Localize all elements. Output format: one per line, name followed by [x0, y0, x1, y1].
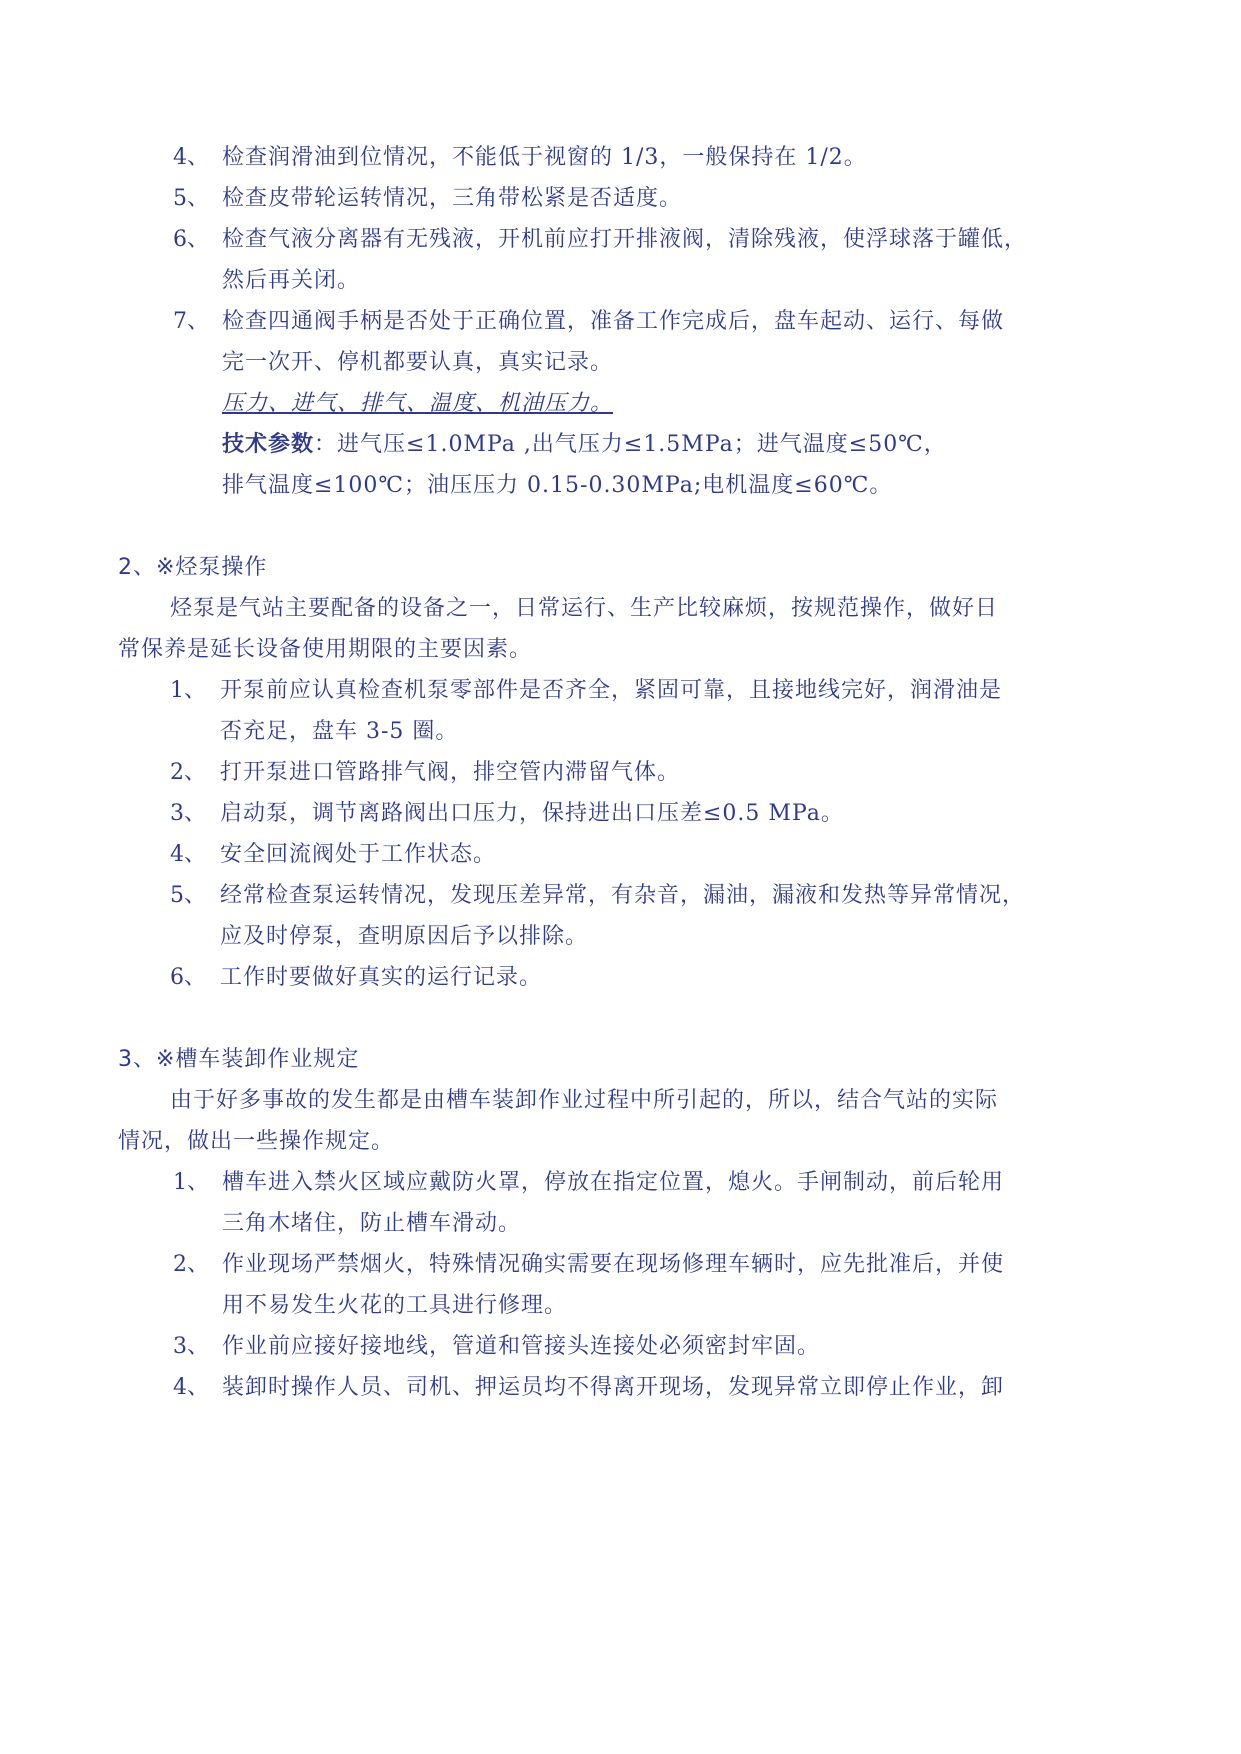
record-items: 压力、进气、排气、温度、机油压力。 — [222, 391, 614, 416]
list-number: 2、 — [173, 1252, 209, 1277]
list-item-text: 经常检查泵运转情况，发现压差异常，有杂音，漏油，漏液和发热等异常情况， — [220, 883, 1026, 908]
section-3-intro: 由于好多事故的发生都是由槽车装卸作业过程中所引起的，所以，结合气站的实际 — [170, 1088, 999, 1113]
list-item-text: 槽车进入禁火区域应戴防火罩，停放在指定位置，熄火。手闸制动，前后轮用 — [222, 1170, 1005, 1195]
list-number: 5、 — [173, 186, 209, 211]
section-2-intro: 烃泵是气站主要配备的设备之一，日常运行、生产比较麻烦，按规范操作，做好日 — [170, 596, 999, 621]
list-item-text: 作业现场严禁烟火，特殊情况确实需要在现场修理车辆时，应先批准后，并使 — [222, 1252, 1005, 1277]
list-number: 1、 — [170, 678, 206, 703]
list-item-text: 应及时停泵，查明原因后予以排除。 — [220, 924, 589, 949]
section-3-title: 3、※槽车装卸作业规定 — [118, 1047, 360, 1072]
list-item-text: 作业前应接好接地线，管道和管接头连接处必须密封牢固。 — [222, 1334, 821, 1359]
list-number: 6、 — [173, 227, 209, 252]
list-item-text: 用不易发生火花的工具进行修理。 — [222, 1293, 568, 1318]
list-item-text: 启动泵，调节离路阀出口压力，保持进出口压差≤0.5 MPa。 — [220, 801, 844, 826]
section-2-title: 2、※烃泵操作 — [118, 555, 268, 580]
list-number: 3、 — [173, 1334, 209, 1359]
list-item-text: 否充足，盘车 3-5 圈。 — [220, 719, 459, 744]
list-item-text: 检查气液分离器有无残液，开机前应打开排液阀，清除残液，使浮球落于罐低， — [222, 227, 1028, 252]
list-item-text: 然后再关闭。 — [222, 268, 361, 293]
list-number: 7、 — [173, 309, 209, 334]
list-number: 1、 — [173, 1170, 209, 1195]
list-number: 5、 — [170, 883, 206, 908]
list-item-text: 检查皮带轮运转情况，三角带松紧是否适度。 — [222, 186, 683, 211]
tech-params-values-1: ：进气压≤1.0MPa ,出气压力≤1.5MPa；进气温度≤50℃， — [314, 432, 947, 457]
list-item-text: 完一次开、停机都要认真，真实记录。 — [222, 350, 614, 375]
tech-params-line-2: 排气温度≤100℃；油压压力 0.15-0.30MPa;电机温度≤60℃。 — [222, 473, 893, 498]
list-number: 4、 — [170, 842, 206, 867]
section-2-intro: 常保养是延长设备使用期限的主要因素。 — [118, 637, 533, 662]
list-item-text: 检查四通阀手柄是否处于正确位置，准备工作完成后，盘车起动、运行、每做 — [222, 309, 1005, 334]
tech-params-label: 技术参数 — [222, 432, 315, 457]
list-number: 6、 — [170, 965, 206, 990]
list-number: 4、 — [173, 1375, 209, 1400]
list-item-text: 检查润滑油到位情况，不能低于视窗的 1/3，一般保持在 1/2。 — [222, 145, 867, 170]
list-number: 4、 — [173, 145, 209, 170]
list-item-text: 工作时要做好真实的运行记录。 — [220, 965, 543, 990]
list-item-text: 三角木堵住，防止槽车滑动。 — [222, 1211, 522, 1236]
list-number: 2、 — [170, 760, 206, 785]
list-item-text: 安全回流阀处于工作状态。 — [220, 842, 497, 867]
list-item-text: 开泵前应认真检查机泵零部件是否齐全，紧固可靠，且接地线完好，润滑油是 — [220, 678, 1003, 703]
tech-params-line-1 — [222, 430, 947, 460]
section-3-intro: 情况，做出一些操作规定。 — [118, 1129, 395, 1154]
list-number: 3、 — [170, 801, 206, 826]
list-item-text: 装卸时操作人员、司机、押运员均不得离开现场，发现异常立即停止作业，卸 — [222, 1375, 1005, 1400]
list-item-text: 打开泵进口管路排气阀，排空管内滞留气体。 — [220, 760, 681, 785]
